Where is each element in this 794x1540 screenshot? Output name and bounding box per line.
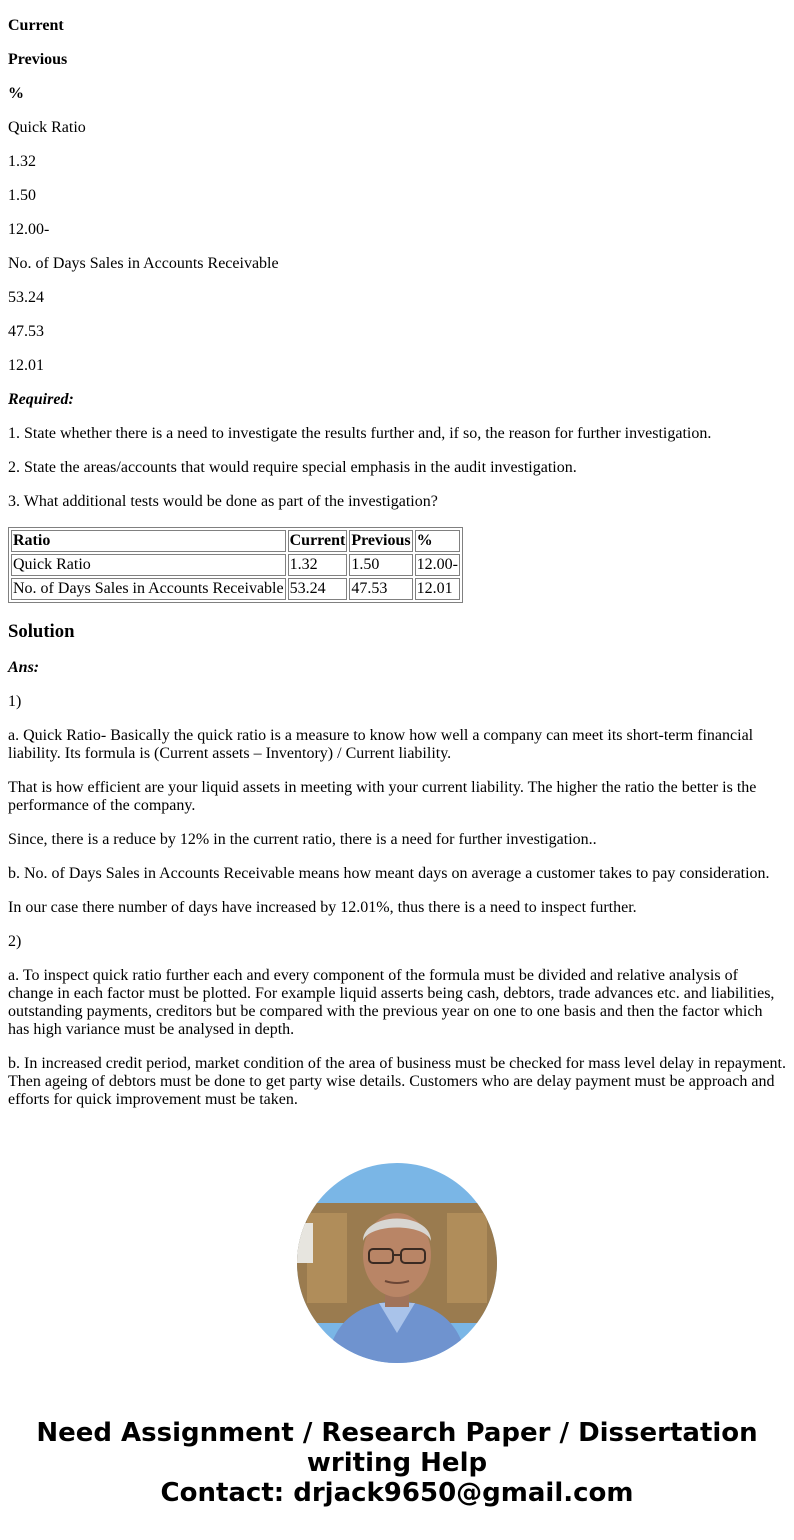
avatar [297,1163,497,1363]
part-2-label: 2) [8,933,22,950]
value-ds-percent: 12.01 [8,357,44,374]
value-qr-current: 1.32 [8,153,36,170]
solution-heading: Solution [8,621,75,642]
part-1-paragraph-b: That is how efficient are your liquid assets in meeting with your current liability. The higher the ratio the better is the performance of the company. [8,779,757,814]
answer-label: Ans: [8,659,40,676]
table-cell: Quick Ratio [11,554,286,576]
table-cell: 12.00- [415,554,460,576]
part-1-paragraph-d: b. No. of Days Sales in Accounts Receivable means how meant days on average a customer takes to pay consideration. [8,865,770,882]
required-question-2: 2. State the areas/accounts that would require special emphasis in the audit investigation. [8,459,577,476]
table-header-cell: Ratio [11,530,286,552]
contact-banner [8,1418,786,1508]
header-previous: Previous [8,51,68,68]
header-percent: % [8,85,24,102]
table-header-row [11,530,460,552]
value-qr-percent: 12.00- [8,221,50,238]
ratio-table [8,527,463,603]
value-ds-previous: 47.53 [8,323,44,340]
table-cell: 1.32 [288,554,348,576]
required-label: Required: [8,391,74,408]
part-1-paragraph-e: In our case there number of days have increased by 12.01%, thus there is a need to inspect further. [8,899,637,916]
banner-line-2: writing Help [306,1448,488,1478]
banner-line-1: Need Assignment / Research Paper / Dissertation [36,1418,758,1448]
table-header-cell: % [415,530,460,552]
table-cell: 12.01 [415,578,460,600]
table-row [11,554,460,576]
required-question-1: 1. State whether there is a need to investigate the results further and, if so, the reason for further investigation. [8,425,712,442]
table-row [11,578,460,600]
avatar-portrait-icon [297,1163,497,1363]
label-quick-ratio: Quick Ratio [8,119,86,136]
part-1-paragraph-a: a. Quick Ratio- Basically the quick ratio is a measure to know how well a company can meet its short-term financial liability. Its formula is (Current assets – Inventory) / Current liability. [8,727,754,762]
header-current: Current [8,17,64,34]
label-days-sales: No. of Days Sales in Accounts Receivable [8,255,279,272]
table-cell: 1.50 [349,554,412,576]
required-question-3: 3. What additional tests would be done as part of the investigation? [8,493,438,510]
banner-contact-line: Contact: drjack9650@gmail.com [160,1478,634,1508]
part-1-paragraph-c: Since, there is a reduce by 12% in the current ratio, there is a need for further investigation.. [8,831,597,848]
table-cell: 47.53 [349,578,412,600]
table-header-cell: Previous [349,530,412,552]
avatar-container [8,1163,786,1368]
part-2-paragraph-b: b. In increased credit period, market condition of the area of business must be checked for mass level delay in repayment. Then ageing of debtors must be done to get party wise details. Customers who are delay payment must be approach and efforts for quick improvement must be taken. [8,1055,786,1108]
table-cell: No. of Days Sales in Accounts Receivable [11,578,286,600]
table-cell: 53.24 [288,578,348,600]
value-ds-current: 53.24 [8,289,44,306]
table-header-cell: Current [288,530,348,552]
value-qr-previous: 1.50 [8,187,36,204]
document-page [0,17,794,1508]
part-2-paragraph-a: a. To inspect quick ratio further each and every component of the formula must be divided and relative analysis of change in each factor must be plotted. For example liquid asserts being cash, debtors, trade advances etc. and liabilities, outstanding payments, creditors but be compared with the previous year on one to one basis and then the factor which has high variance must be analysed in depth. [8,967,775,1038]
part-1-label: 1) [8,693,22,710]
